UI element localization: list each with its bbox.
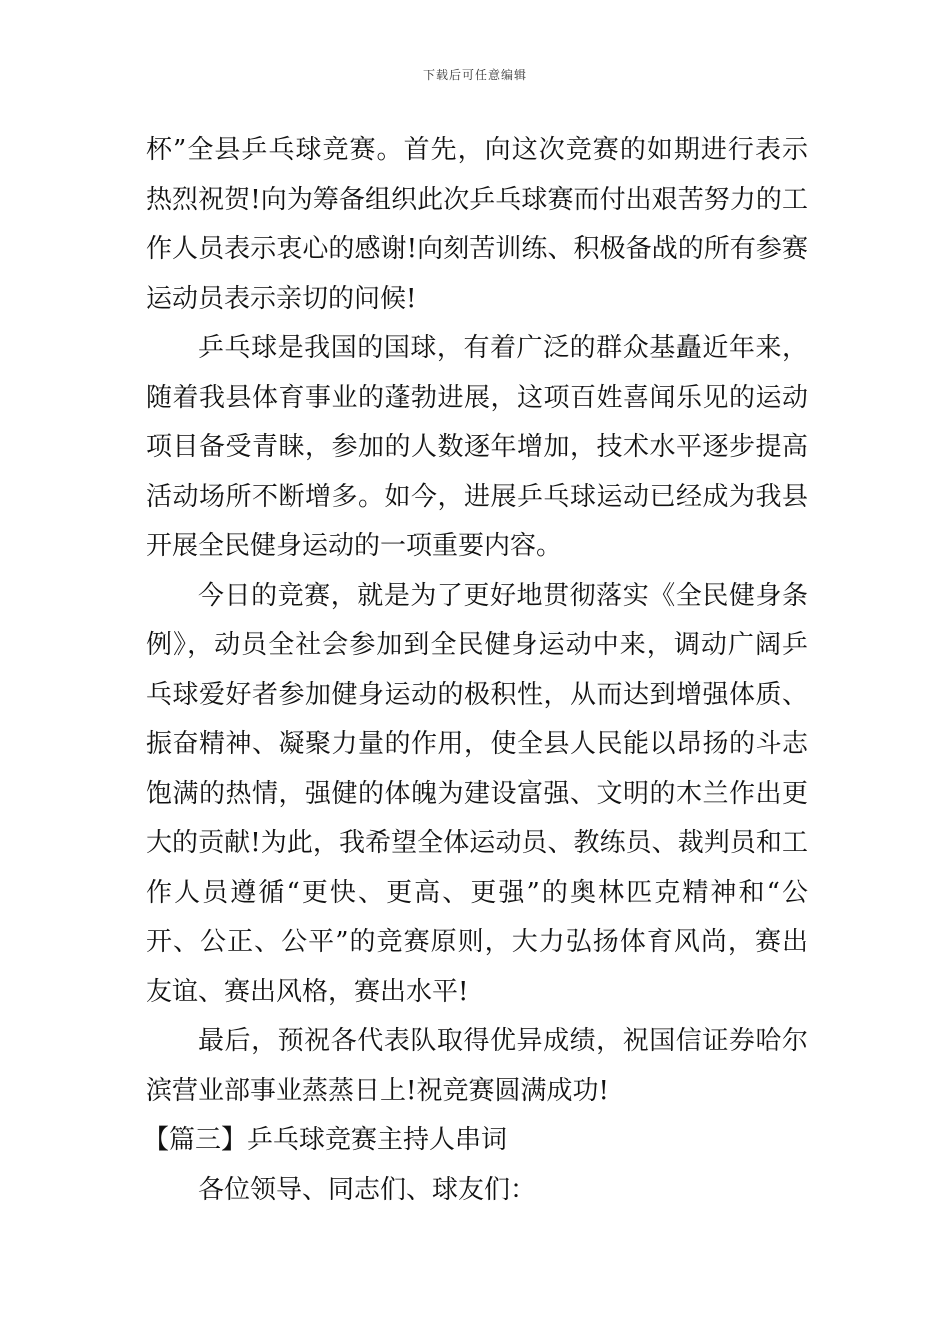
paragraph-1: 杯”全县乒乓球竞赛。首先，向这次竞赛的如期进行表示热烈祝贺!向为筹备组织此次乒乓球赛而付出艰苦努力的工作人员表示衷心的感谢!向刻苦训练、积极备战的所有参赛运动员表示亲切的问候! [146, 135, 808, 314]
paragraph-4: 最后，预祝各代表队取得优异成绩，祝国信证券哈尔滨营业部事业蒸蒸日上!祝竞赛圆满成功! [146, 1026, 808, 1106]
paragraph-3: 今日的竞赛，就是为了更好地贯彻落实《全民健身条例》，动员全社会参加到全民健身运动中来，调动广阔乒乓球爱好者参加健身运动的极积性，从而达到增强体质、振奋精神、凝聚力量的作用，使全县人民能以昂扬的斗志饱满的热情，强健的体魄为建设富强、文明的木兰作出更大的贡献!为此，我希望全体运动员、教练员、裁判员和工作人员遵循“更快、更高、更强”的奥林匹克精神和“公开、公正、公平”的竞赛原则，大力弘扬体育风尚，赛出友谊、赛出风格，赛出水平! [146, 580, 808, 1007]
paragraph-2: 乒乓球是我国的国球，有着广泛的群众基矗近年来，随着我县体育事业的蓬勃进展，这项百姓喜闻乐见的运动项目备受青睐，参加的人数逐年增加，技术水平逐步提高活动场所不断增多。如今，进展乒乓球运动已经成为我县开展全民健身运动的一项重要内容。 [146, 333, 808, 561]
page-header-note: 下载后可任意编辑 [422, 68, 527, 82]
section-heading: 【篇三】乒乓球竞赛主持人串词 [143, 1125, 508, 1155]
section-greeting: 各位领导、同志们、球友们： [198, 1174, 537, 1205]
document-body [143, 126, 808, 1215]
